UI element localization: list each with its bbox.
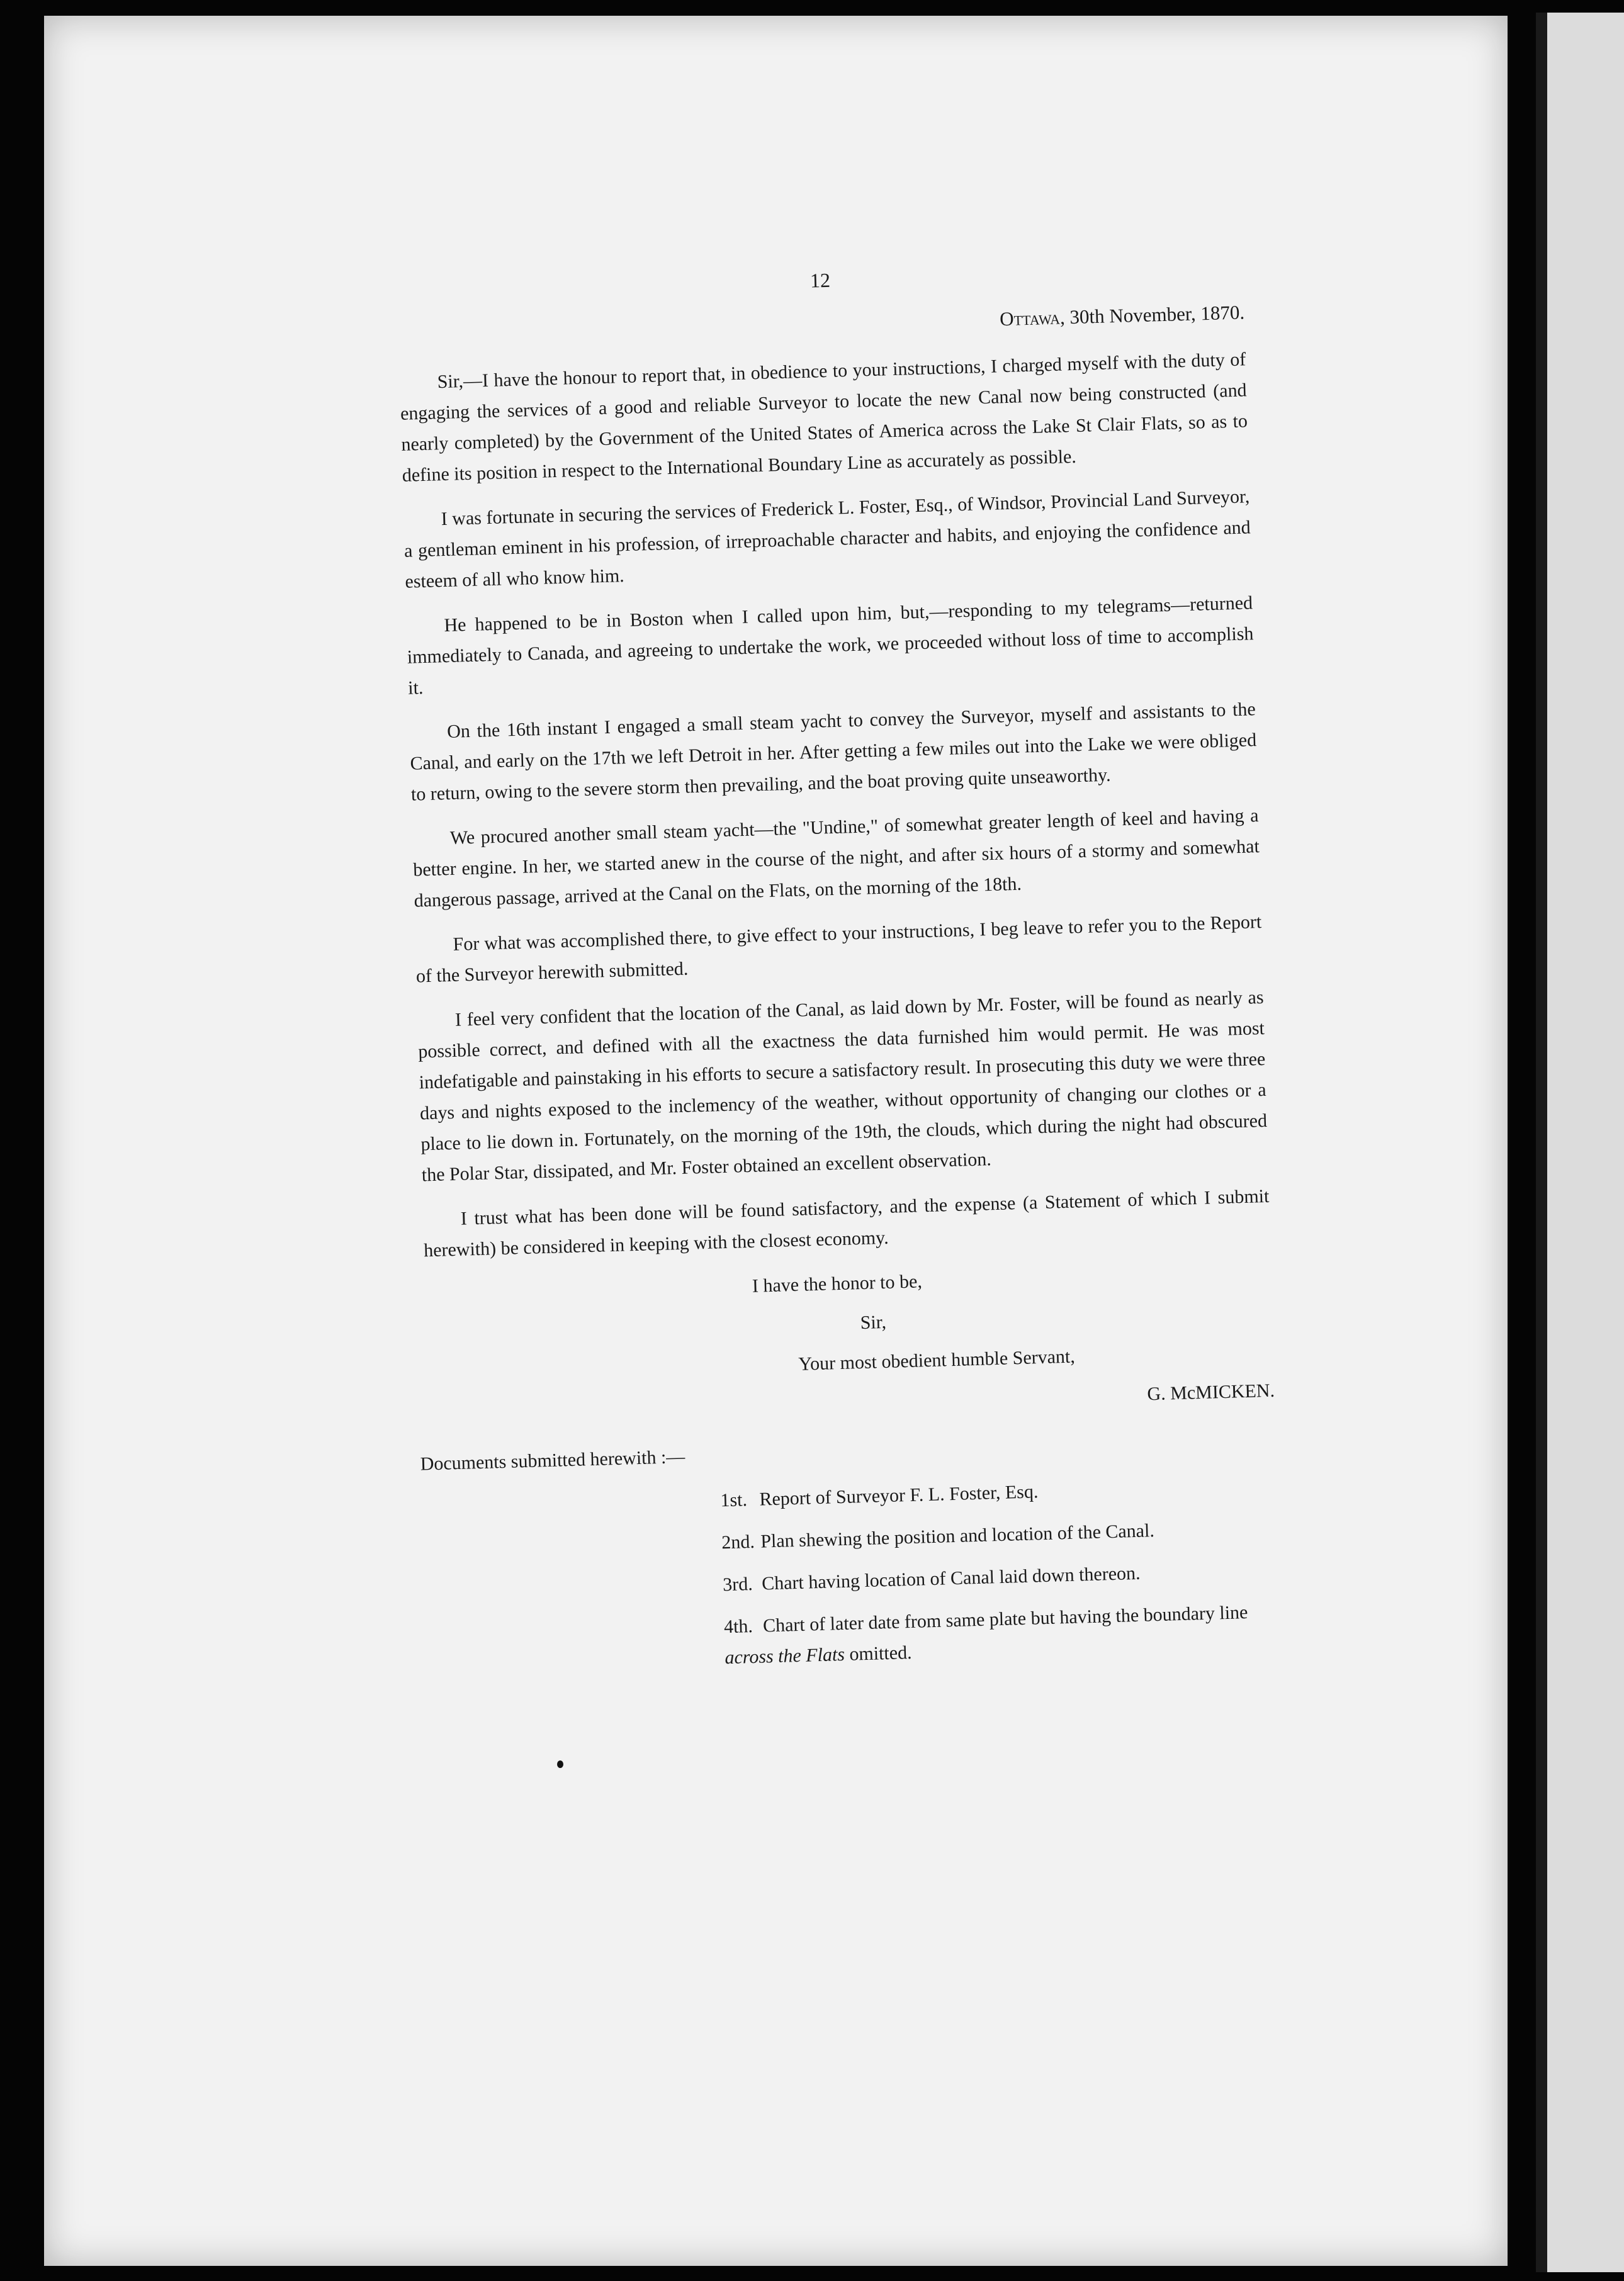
closing-salutation: Sir, (860, 1311, 887, 1334)
page-gutter-shadow (1536, 13, 1547, 2272)
dateline-date: , 30th November, 1870. (1059, 301, 1245, 329)
closing-line-3: Your most obedient humble Servant, (798, 1346, 1076, 1375)
signature: G. McMICKEN. (1147, 1380, 1275, 1405)
list-item (721, 1512, 1279, 1558)
dateline-place: Ottawa (999, 306, 1061, 330)
ink-spot (557, 1760, 563, 1768)
letter-body (397, 253, 1282, 1692)
paragraph-4: On the 16th instant I engaged a small steam yacht to convey the Surveyor, myself and assistants to the Canal, and early on the 17th we left Detroit in her. After getting a few miles out into the Lake we were obliged to return, owing to the severe storm then prevailing, and the boat proving quite unseaworthy. (410, 699, 1257, 805)
list-item-number: 2nd. (721, 1531, 755, 1553)
dateline (398, 296, 1245, 351)
paragraph-6: For what was accomplished there, to give effect to your instructions, I beg leave to refer you to the Report of the Surveyor herewith submitted. (415, 911, 1262, 987)
paragraph-8: I trust what has been done will be found satisfactory, and the expense (a Statement of which I submit herewith) be considered in keeping with the closest economy. (423, 1185, 1270, 1261)
paragraph-5: We procured another small steam yacht—the "Undine," of somewhat greater length of keel and having a better engine. In her, we started anew in the course of the night, and after six hours of a stormy and somewhat dangerous passage, arrived at the Canal on the Flats, on the morning of the 18th. (412, 805, 1260, 911)
list-item (723, 1554, 1280, 1601)
paragraph-2: I was fortunate in securing the services of Frederick L. Foster, Esq., of Windsor, Provincial Land Surveyor, a gentleman eminent in his profession, of irreproachable character and habits, and enjoying the confidence and esteem of all who know him. (403, 486, 1251, 592)
paragraph-1: Sir,—I have the honour to report that, in obedience to your instructions, I charged myself with the duty of engaging the services of a good and reliable Surveyor to locate the new Canal now being constructed (and nearly completed) by the Government of the United States of America across the Lake St Clair Flats, so as to define its position in respect to the International Boundary Line as accurately as possible. (400, 349, 1248, 486)
list-item-text: Plan shewing the position and location of the Canal. (760, 1520, 1155, 1552)
list-item (723, 1596, 1282, 1674)
paragraph-3: He happened to be in Boston when I called upon him, but,—responding to my telegrams—returned immediately to Canada, and agreeing to undertake the work, we proceeded without loss of time to accomplish it. (407, 592, 1254, 699)
documents-heading: Documents submitted herewith :— (420, 1446, 685, 1475)
list-item-number: 1st. (720, 1489, 748, 1511)
list-item-text (725, 1602, 1248, 1668)
adjacent-page-edge (1536, 13, 1624, 2272)
page-number: 12 (809, 268, 831, 292)
list-item-text-italic: across the Flats (724, 1643, 845, 1669)
list-item-number: 3rd. (722, 1574, 753, 1596)
list-item-text: Chart having location of Canal laid down thereon. (761, 1562, 1141, 1594)
list-item-number: 4th. (723, 1616, 753, 1638)
letter-closing (425, 1256, 1275, 1429)
paragraph-7: I feel very confident that the location of the Canal, as laid down by Mr. Foster, will be found as nearly as possible correct, and defined with all the exactness the data furnished him would permit. He was most indefatigable and painstaking in his efforts to secure a satisfactory result. In prosecuting this duty we were three days and nights exposed to the inclemency of the weather, without opportunity of changing our clothes or a place to lie down in. Fortunately, on the morning of the 19th, the clouds, which during the night had obscured the Polar Star, dissipated, and Mr. Foster obtained an excellent observation. (417, 986, 1268, 1186)
list-item-text-end: omitted. (844, 1642, 913, 1665)
documents-list (431, 1470, 1282, 1681)
list-item (720, 1470, 1278, 1516)
list-item-text: Report of Surveyor F. L. Foster, Esq. (758, 1481, 1039, 1510)
list-item-text-start: Chart of later date from same plate but having the boundary line (762, 1602, 1248, 1636)
closing-line-1: I have the honor to be, (752, 1271, 923, 1297)
